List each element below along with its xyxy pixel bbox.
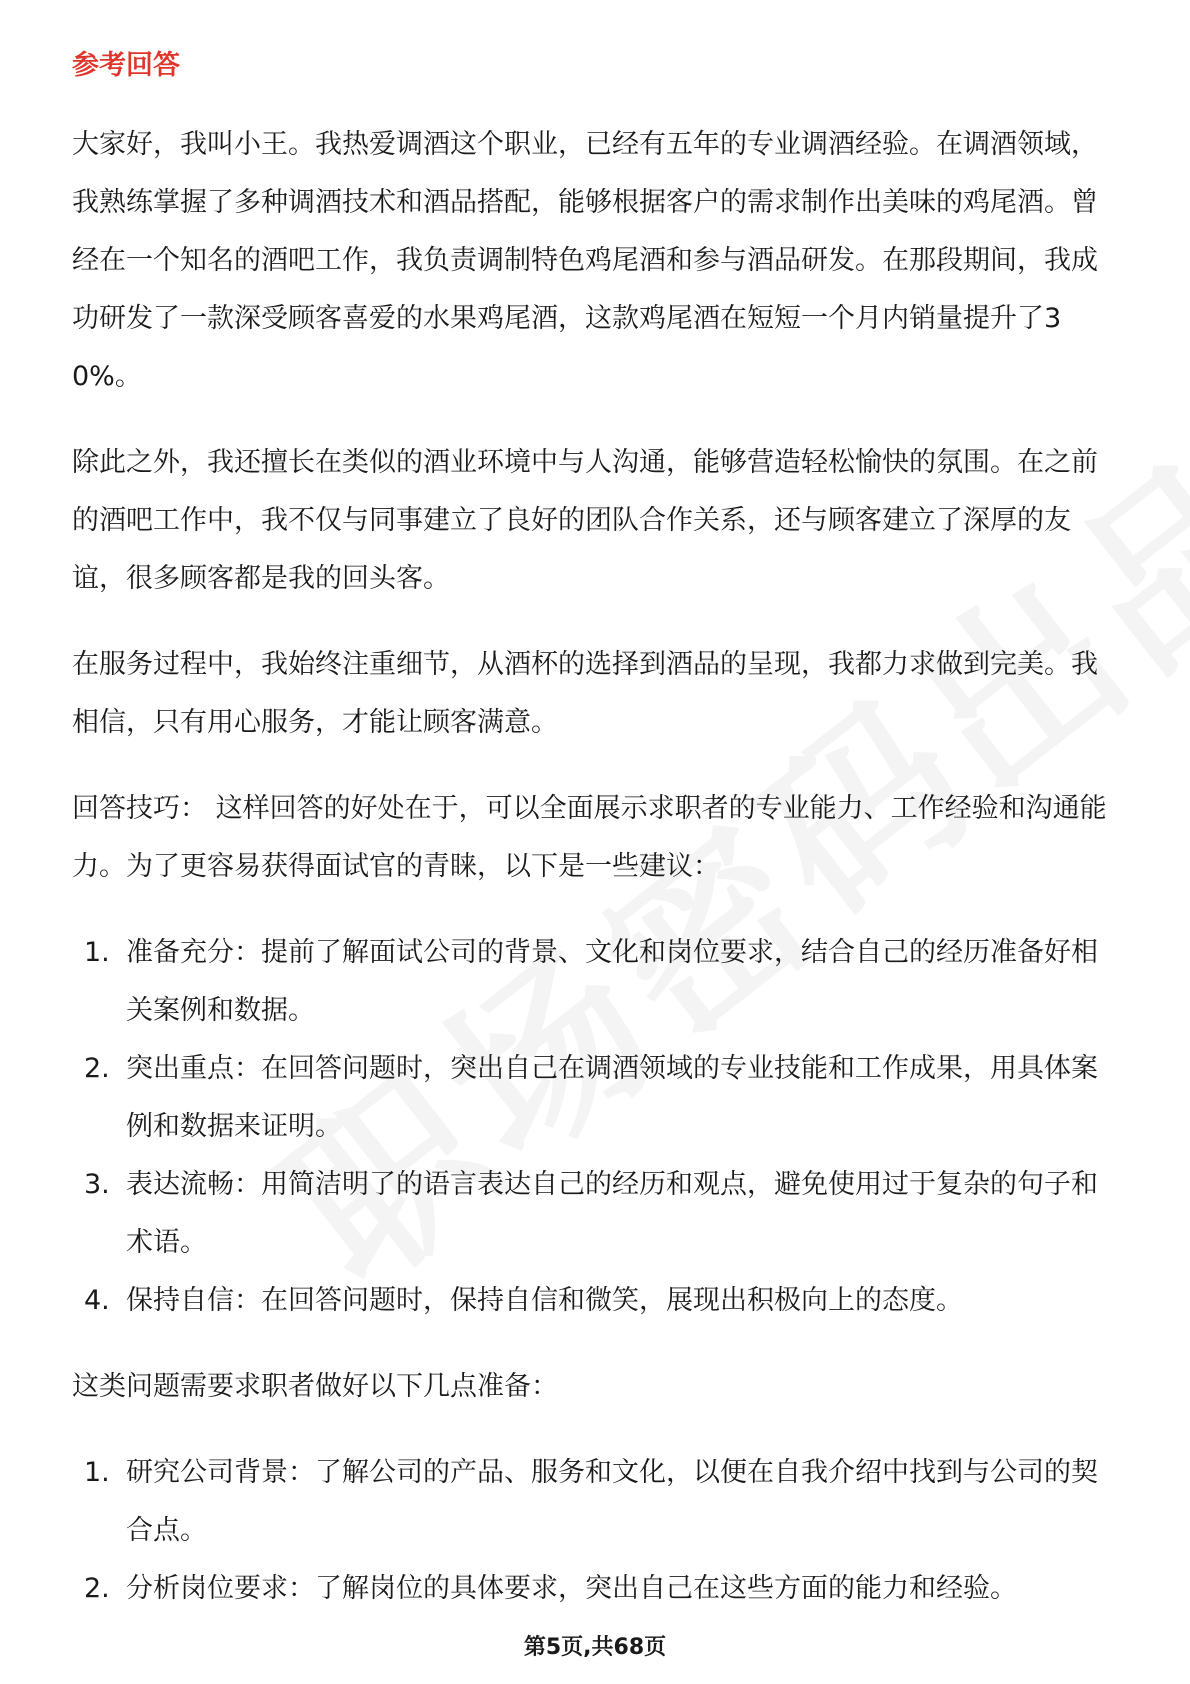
paragraph: 大家好，我叫小王。我热爱调酒这个职业，已经有五年的专业调酒经验。在调酒领域，我熟练掌握了多种调酒技术和酒品搭配，能够根据客户的需求制作出美味的鸡尾酒。曾经在一个知名的酒吧工作，我负责调制特色鸡尾酒和参与酒品研发。在那段期间，我成功研发了一款深受顾客喜爱的水果鸡尾酒，这款鸡尾酒在短短一个月内销量提升了30%。 bbox=[72, 129, 1098, 392]
list-item-text: 分析岗位要求：了解岗位的具体要求，突出自己在这些方面的能力和经验。 bbox=[126, 1573, 1017, 1604]
answer-tips-paragraph: 回答技巧： 这样回答的好处在于，可以全面展示求职者的专业能力、工作经验和沟通能力。为了更容易获得面试官的青睐，以下是一些建议： bbox=[72, 793, 1107, 882]
list-item bbox=[72, 1040, 1122, 1156]
paragraph: 在服务过程中，我始终注重细节，从酒杯的选择到酒品的呈现，我都力求做到完美。我相信，只有用心服务，才能让顾客满意。 bbox=[72, 649, 1098, 738]
section-title: 参考回答 bbox=[72, 50, 180, 81]
list-item bbox=[72, 1560, 1122, 1618]
list-number: 2. bbox=[84, 1573, 110, 1604]
list-item bbox=[72, 1272, 1122, 1330]
preparation-list bbox=[72, 1444, 1122, 1618]
paragraph: 除此之外，我还擅长在类似的酒业环境中与人沟通，能够营造轻松愉快的氛围。在之前的酒吧工作中，我不仅与同事建立了良好的团队合作关系，还与顾客建立了深厚的友谊，很多顾客都是我的回头客。 bbox=[72, 447, 1098, 594]
list-number: 4. bbox=[84, 1285, 110, 1316]
list-number: 1. bbox=[84, 937, 110, 968]
list-item-text: 准备充分：提前了解面试公司的背景、文化和岗位要求，结合自己的经历准备好相关案例和数据。 bbox=[126, 937, 1098, 1026]
document-content bbox=[72, 46, 1122, 1646]
list-item-text: 研究公司背景：了解公司的产品、服务和文化，以便在自我介绍中找到与公司的契合点。 bbox=[126, 1457, 1098, 1546]
list-number: 2. bbox=[84, 1053, 110, 1084]
list-item bbox=[72, 1156, 1122, 1272]
list-item bbox=[72, 1444, 1122, 1560]
page-footer: 第5页,共68页 bbox=[523, 1635, 667, 1660]
list-number: 3. bbox=[84, 1169, 110, 1200]
tips-list bbox=[72, 924, 1122, 1330]
list-item-text: 表达流畅：用简洁明了的语言表达自己的经历和观点，避免使用过于复杂的句子和术语。 bbox=[126, 1169, 1098, 1258]
list-item-text: 保持自信：在回答问题时，保持自信和微笑，展现出积极向上的态度。 bbox=[126, 1285, 963, 1316]
list-item-text: 突出重点：在回答问题时，突出自己在调酒领域的专业技能和工作成果，用具体案例和数据来证明。 bbox=[126, 1053, 1098, 1142]
preparation-intro: 这类问题需要求职者做好以下几点准备： bbox=[72, 1371, 558, 1402]
list-number: 1. bbox=[84, 1457, 110, 1488]
list-item bbox=[72, 924, 1122, 1040]
